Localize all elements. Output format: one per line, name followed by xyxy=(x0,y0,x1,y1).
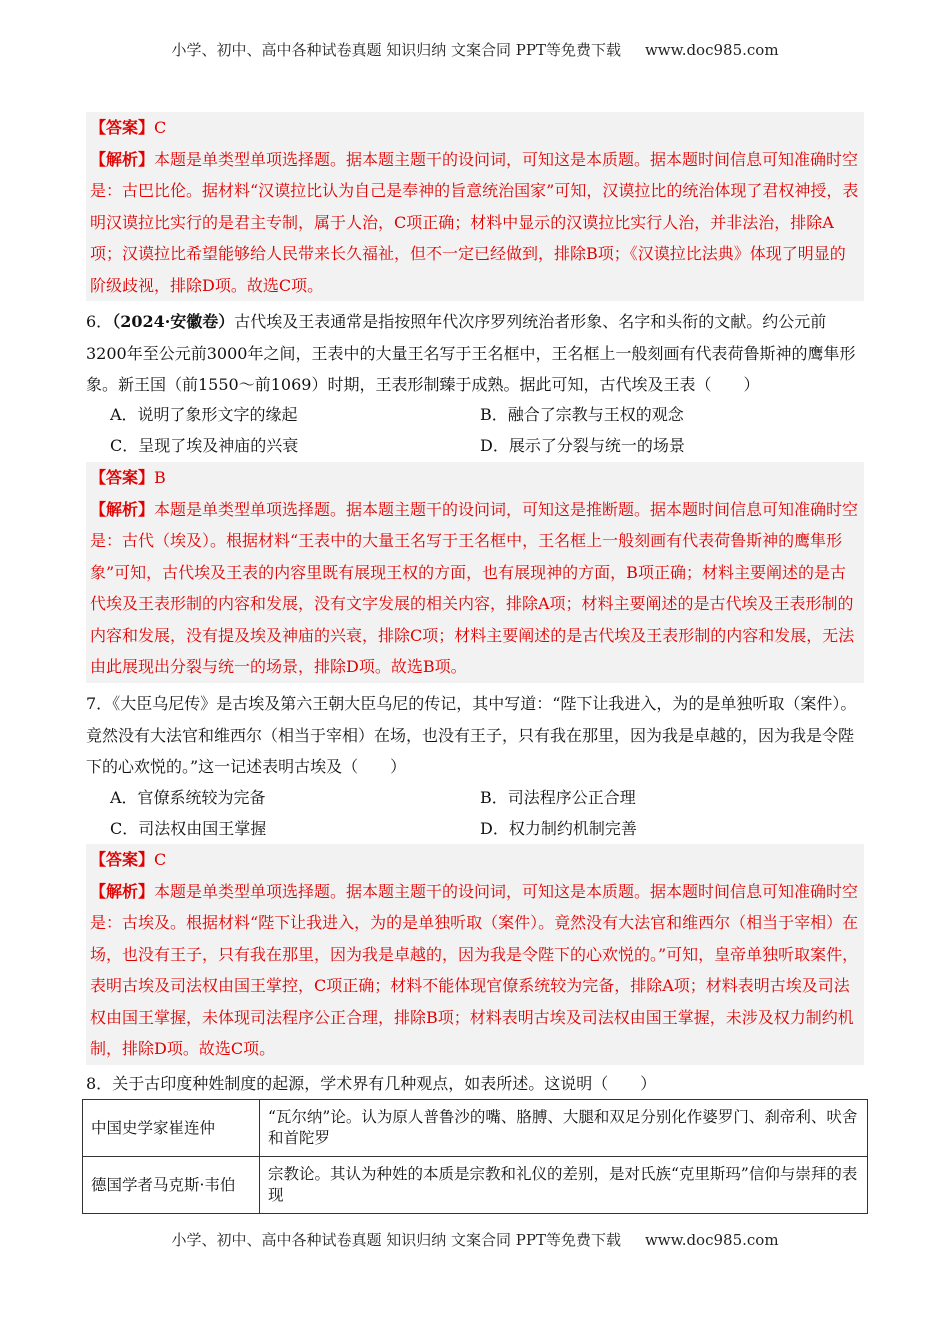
option-d[interactable]: D．展示了分裂与统一的场景 xyxy=(480,436,685,455)
question-number: 8． xyxy=(86,1074,113,1093)
option-a[interactable]: A．说明了象形文字的缘起 xyxy=(110,405,298,424)
question-stem: 关于古印度种姓制度的起源，学术界有几种观点，如表所述。这说明（ ） xyxy=(112,1074,657,1093)
analysis-text xyxy=(90,144,860,302)
table-row xyxy=(83,1100,868,1157)
question-8 xyxy=(86,1068,864,1100)
answer-analysis-block-7 xyxy=(86,844,864,1065)
answer-tag: 【答案】 xyxy=(90,468,155,487)
answer-value: B xyxy=(154,468,166,487)
footer-text: 小学、初中、高中各种试卷真题 知识归纳 文案合同 PPT等免费下载 xyxy=(171,1231,621,1249)
option-d[interactable]: D．权力制约机制完善 xyxy=(480,819,637,838)
question-6 xyxy=(86,306,864,401)
option-a[interactable]: A．官僚系统较为完备 xyxy=(110,788,266,807)
answer-analysis-block-6 xyxy=(86,462,864,683)
analysis-tag: 【解析】 xyxy=(90,499,155,519)
analysis-tag: 【解析】 xyxy=(90,881,155,901)
option-c[interactable]: C．呈现了埃及神庙的兴衰 xyxy=(110,436,299,455)
question-number: 7． xyxy=(86,694,113,713)
footer-url[interactable]: www.doc985.com xyxy=(644,1231,779,1249)
question-stem: 古代埃及王表通常是指按照年代次序罗列统治者形象、名字和头衔的文献。约公元前3200年至公元前3000年之间，王表中的大量王名写于王名框中，王名框上一般刻画有代表荷鲁斯神的鹰隼形象。新王国（前1550～前1069）时期，王表形制臻于成熟。据此可知，古代埃及王表（ ） xyxy=(86,312,856,394)
analysis-text xyxy=(90,494,860,683)
question-stem: 《大臣乌尼传》是古埃及第六王朝大臣乌尼的传记，其中写道：“陛下让我进入，为的是单独听取（案件）。竟然没有大法官和维西尔（相当于宰相）在场，也没有王子，只有我在那里，因为我是卓越的，因为我是令陛下的心欢悦的。”这一记述表明古埃及（ ） xyxy=(86,694,857,776)
table-cell-scholar: 德国学者马克斯·韦伯 xyxy=(83,1157,260,1214)
option-c[interactable]: C．司法权由国王掌握 xyxy=(110,819,267,838)
viewpoint-table xyxy=(82,1099,868,1214)
table-cell-scholar: 中国史学家崔连仲 xyxy=(83,1100,260,1157)
table-cell-view: “瓦尔纳”论。认为原人普鲁沙的嘴、胳膊、大腿和双足分别化作婆罗门、刹帝利、吠舍和首陀罗 xyxy=(260,1100,868,1157)
analysis-text xyxy=(90,876,860,1065)
answer-line xyxy=(90,844,860,876)
answer-tag: 【答案】 xyxy=(90,118,155,137)
page-footer xyxy=(0,1230,950,1250)
table-row xyxy=(83,1157,868,1214)
analysis-body: 本题是单类型单项选择题。据本题主题干的设问词，可知这是推断题。据本题时间信息可知准确时空是：古代（埃及）。根据材料“王表中的大量王名写于王名框中，王名框上一般刻画有代表荷鲁斯神的鹰隼形象”可知，古代埃及王表的内容里既有展现王权的方面，也有展现神的方面，B项正确；材料主要阐述的是古代埃及王表形制的内容和发展，没有文字发展的相关内容，排除A项；材料主要阐述的是古代埃及王表形制的内容和发展，没有提及埃及神庙的兴衰，排除C项；材料主要阐述的是古代埃及王表形制的内容和发展，无法由此展现出分裂与统一的场景，排除D项。故选B项。 xyxy=(90,499,859,676)
answer-line xyxy=(90,112,860,144)
analysis-tag: 【解析】 xyxy=(90,149,155,169)
question-source: （2024·安徽卷） xyxy=(112,312,235,331)
question-7-options xyxy=(110,782,870,844)
analysis-body: 本题是单类型单项选择题。据本题主题干的设问词，可知这是本质题。据本题时间信息可知准确时空是：古巴比伦。据材料“汉谟拉比认为自己是奉神的旨意统治国家”可知，汉谟拉比的统治体现了君权神授，表明汉谟拉比实行的是君主专制，属于人治，C项正确；材料中显示的汉谟拉比实行人治，并非法治，排除A项；汉谟拉比希望能够给人民带来长久福祉，但不一定已经做到，排除B项；《汉谟拉比法典》体现了明显的阶级歧视，排除D项。故选C项。 xyxy=(90,149,859,295)
option-b[interactable]: B．融合了宗教与王权的观念 xyxy=(480,405,684,424)
question-7 xyxy=(86,688,864,783)
page-header xyxy=(0,40,950,60)
answer-value: C xyxy=(154,118,167,137)
question-number: 6． xyxy=(86,312,113,331)
analysis-body: 本题是单类型单项选择题。据本题主题干的设问词，可知这是本质题。据本题时间信息可知准确时空是：古埃及。根据材料“陛下让我进入，为的是单独听取（案件）。竟然没有大法官和维西尔（相当于宰相）在场，也没有王子，只有我在那里，因为我是卓越的，因为我是令陛下的心欢悦的。”可知，皇帝单独听取案件，表明古埃及司法权由国王掌控，C项正确；材料不能体现官僚系统较为完备，排除A项；材料表明古埃及司法权由国王掌握，未体现司法程序公正合理，排除B项；材料表明古埃及司法权由国王掌握，未涉及权力制约机制，排除D项。故选C项。 xyxy=(90,881,859,1058)
answer-analysis-block-5 xyxy=(86,112,864,301)
question-6-options xyxy=(110,399,870,461)
answer-line xyxy=(90,462,860,494)
table-cell-view: 宗教论。其认为种姓的本质是宗教和礼仪的差别，是对氏族“克里斯玛”信仰与崇拜的表现 xyxy=(260,1157,868,1214)
header-text: 小学、初中、高中各种试卷真题 知识归纳 文案合同 PPT等免费下载 xyxy=(171,41,621,59)
answer-value: C xyxy=(154,850,167,869)
header-url[interactable]: www.doc985.com xyxy=(644,41,779,59)
option-b[interactable]: B．司法程序公正合理 xyxy=(480,788,636,807)
answer-tag: 【答案】 xyxy=(90,850,155,869)
